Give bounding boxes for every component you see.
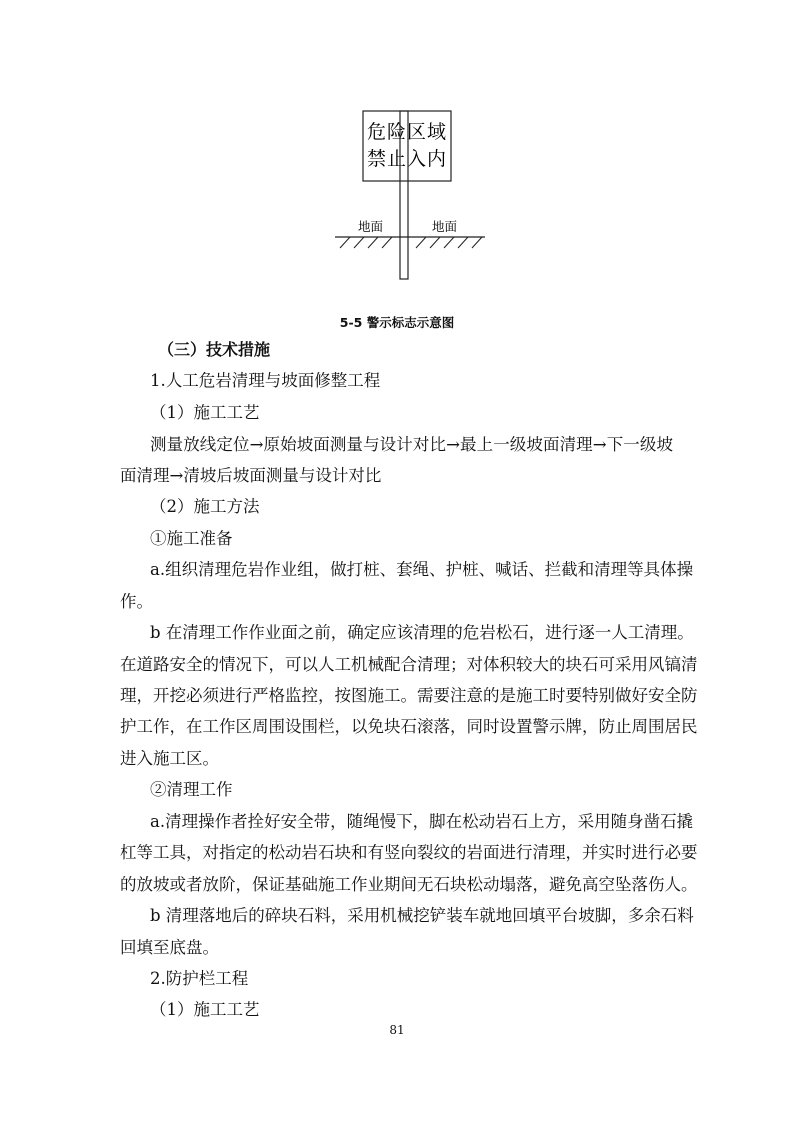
sub2-title: （2）施工方法	[150, 497, 260, 516]
a1-line1: a.组织清理危岩作业组，做打桩、套绳、护桩、喊话、拦截和清理等具体操	[150, 560, 694, 579]
item2-title: 2.防护栏工程	[150, 969, 249, 988]
b1-line4: 护工作，在工作区周围设围栏，以免块石滚落，同时设置警示牌，防止周围居民	[120, 717, 698, 736]
b2-line1: b 清理落地后的碎块石料，采用机械挖铲装车就地回填平台坡脚，多余石料	[150, 906, 694, 925]
ground-hatch-right	[416, 237, 482, 248]
sign-text-line2: 禁止入内	[366, 148, 448, 170]
sign-text-line1: 危险区域	[366, 121, 448, 143]
ground-hatch-left	[340, 237, 392, 248]
warning-sign-diagram	[320, 100, 500, 285]
sub1-title: （1）施工工艺	[150, 403, 260, 422]
a2-line3: 的放坡或者放阶，保证基础施工作业期间无石块松动塌落，避免高空坠落伤人。	[120, 875, 698, 894]
figure-caption: 5-5 警示标志示意图	[339, 315, 455, 330]
page-number: 81	[389, 1023, 405, 1037]
prep-title: ①施工准备	[150, 529, 233, 548]
a2-line1: a.清理操作者拴好安全带，随绳慢下，脚在松动岩石上方，采用随身凿石撬	[150, 812, 694, 831]
process-line1: 测量放线定位→原始坡面测量与设计对比→最上一级坡面清理→下一级坡	[150, 435, 673, 454]
b1-line3: 理，开挖必须进行严格监控，按图施工。需要注意的是施工时要特别做好安全防	[120, 686, 698, 705]
section-heading: （三）技术措施	[158, 340, 271, 359]
b2-line2: 回填至底盘。	[120, 938, 219, 957]
a2-line2: 杠等工具，对指定的松动岩石块和有竖向裂纹的岩面进行清理，并实时进行必要	[120, 843, 698, 862]
process-line2: 面清理→清坡后坡面测量与设计对比	[120, 466, 382, 485]
b1-line2: 在道路安全的情况下，可以人工机械配合清理；对体积较大的块石可采用风镐清	[120, 655, 698, 674]
a1-line2: 作。	[120, 592, 153, 611]
ground-label-right: 地面	[432, 219, 458, 234]
clean-title: ②清理工作	[150, 780, 233, 799]
item1-title: 1.人工危岩清理与坡面修整工程	[150, 371, 381, 390]
b1-line5: 进入施工区。	[120, 749, 219, 768]
b1-line1: b 在清理工作作业面之前，确定应该清理的危岩松石，进行逐一人工清理。	[150, 623, 694, 642]
sub3-title: （1）施工工艺	[150, 1000, 260, 1019]
warning-sign-drawing	[320, 100, 500, 285]
ground-label-left: 地面	[358, 219, 384, 234]
